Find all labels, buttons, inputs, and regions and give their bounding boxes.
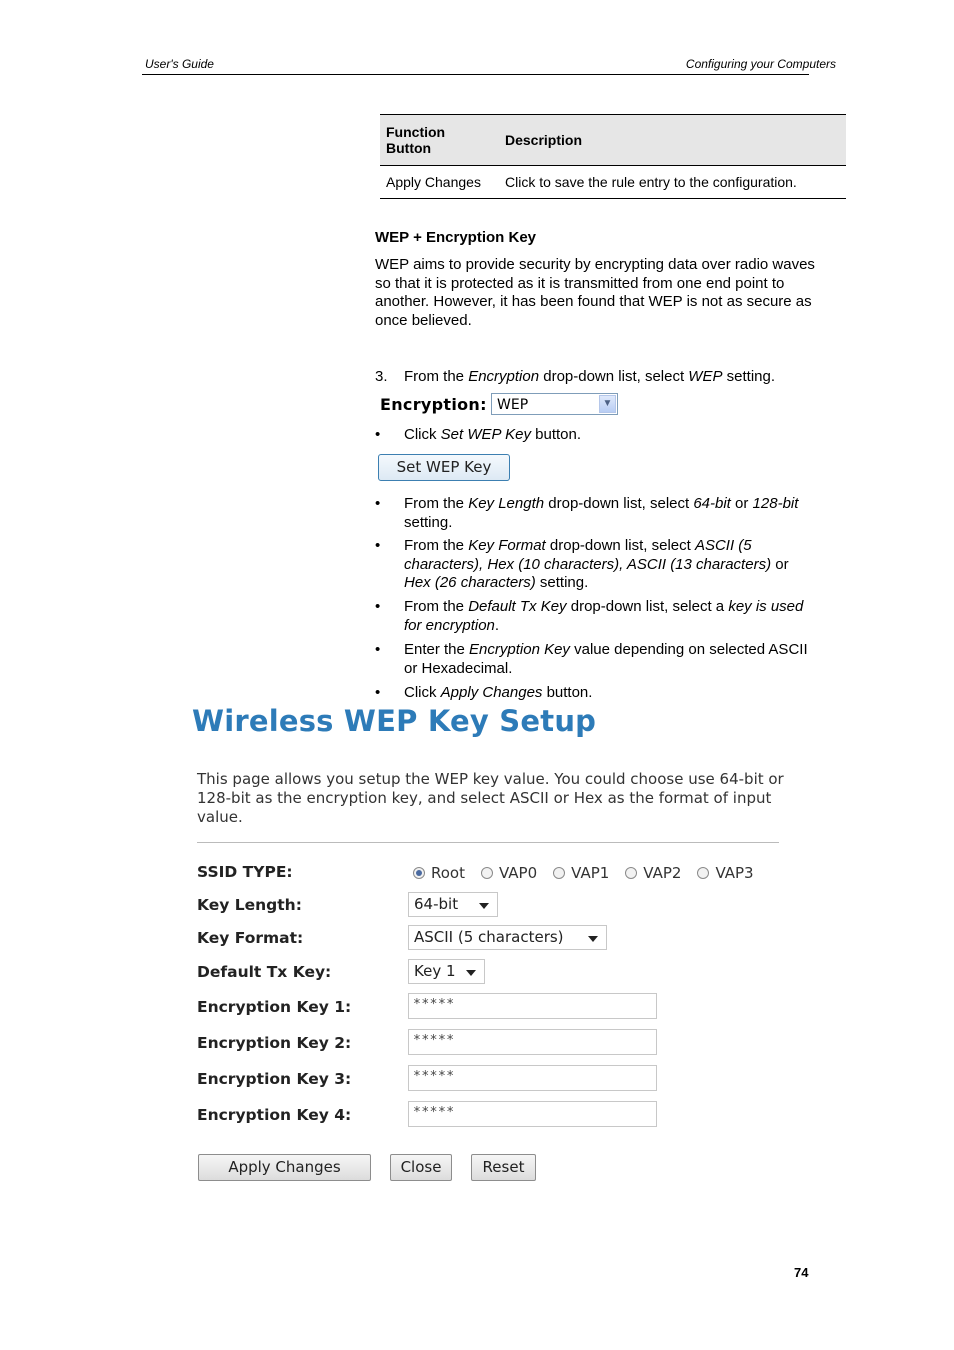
encryption-key-3-input[interactable]: ***** [408, 1065, 657, 1091]
function-table [380, 114, 846, 199]
bullet-text: or [771, 555, 789, 573]
chevron-down-icon[interactable]: ▼ [599, 395, 616, 413]
step-text-a: From the [404, 368, 469, 385]
radio-unselected-icon[interactable] [481, 867, 493, 879]
table-cell-description: Click to save the rule entry to the configuration. [499, 166, 846, 199]
radio-vap2[interactable] [625, 864, 681, 882]
dropdown-arrow-icon[interactable] [588, 936, 598, 942]
encryption-key-3-label: Encryption Key 3: [197, 1070, 352, 1088]
bullet-icon: • [375, 641, 381, 658]
step-text-c: setting. [722, 368, 775, 385]
bullet-text: button. [542, 684, 593, 701]
step-number: 3. [375, 368, 388, 385]
ssid-type-radio-group [413, 864, 770, 882]
bullet-em: Encryption Key [469, 641, 570, 658]
wep-panel-title: Wireless WEP Key Setup [192, 704, 597, 738]
table-cell-function: Apply Changes [380, 166, 499, 199]
bullet-em: ASCII (5 characters), Hex (10 characters), ASCII (13 characters) [404, 537, 772, 573]
bullet-text: . [494, 616, 500, 634]
encryption-key-4-label: Encryption Key 4: [197, 1106, 352, 1124]
reset-button[interactable]: Reset [471, 1154, 536, 1181]
key-length-label: Key Length: [197, 896, 302, 914]
radio-unselected-icon[interactable] [625, 867, 637, 879]
bullet-em: Set WEP Key [440, 426, 531, 443]
bullet-item-set-wep [375, 426, 815, 445]
encryption-key-1-input[interactable]: ***** [408, 993, 657, 1019]
header-right: Configuring your Computers [685, 57, 836, 71]
radio-label: VAP2 [643, 864, 682, 882]
bullet-text: drop-down list, select a [566, 598, 729, 615]
header-rule [142, 74, 809, 75]
bullet-item-apply [375, 684, 815, 703]
step-text-b: drop-down list, select [539, 368, 689, 385]
radio-label: VAP0 [498, 864, 538, 882]
radio-unselected-icon[interactable] [697, 867, 709, 879]
radio-label: VAP3 [715, 864, 754, 882]
bullet-text: From the [404, 495, 469, 512]
bullet-item-key-length [375, 495, 815, 532]
encryption-key-2-label: Encryption Key 2: [197, 1034, 352, 1052]
close-button[interactable]: Close [390, 1154, 452, 1181]
bullet-text: Click [404, 684, 441, 701]
wep-panel-description: This page allows you setup the WEP key value. You could choose use 64-bit or 128-bit as the encryption key, and select ASCII or Hex as the format of input value. [197, 770, 784, 826]
table-header-row [380, 115, 846, 166]
bullet-em: key is used for encryption [404, 598, 804, 634]
step-3 [375, 368, 775, 385]
bullet-text: value depending on selected ASCII or Hexadecimal. [404, 641, 808, 677]
key-format-select[interactable] [408, 925, 607, 950]
apply-changes-button[interactable]: Apply Changes [198, 1154, 371, 1181]
set-wep-key-button[interactable]: Set WEP Key [378, 454, 510, 481]
table-row [380, 166, 846, 199]
encryption-select-value: WEP [497, 397, 529, 413]
radio-vap0[interactable] [481, 864, 537, 882]
bullet-text: Click [404, 426, 441, 443]
bullet-icon: • [375, 537, 381, 554]
radio-selected-icon[interactable] [413, 867, 425, 879]
step-em-b: WEP [688, 368, 723, 385]
encryption-select[interactable] [491, 393, 618, 415]
bullet-item-default-tx-key [375, 598, 815, 635]
bullet-text: drop-down list, select [545, 537, 695, 554]
key-format-label: Key Format: [197, 929, 304, 947]
dropdown-arrow-icon[interactable] [466, 970, 476, 976]
page-number: 74 [794, 1265, 809, 1280]
default-tx-key-value: Key 1 [414, 962, 456, 980]
bullet-text: From the [404, 598, 469, 615]
column-header-description: Description [499, 115, 846, 166]
bullet-text: From the [404, 537, 469, 554]
bullet-text: button. [530, 426, 582, 443]
radio-label: Root [431, 864, 465, 882]
bullet-icon: • [375, 495, 381, 512]
bullet-text: setting. [535, 574, 589, 591]
encryption-key-2-input[interactable]: ***** [408, 1029, 657, 1055]
wep-panel-divider [197, 842, 779, 843]
step-em-a: Encryption [468, 368, 540, 385]
bullet-em: 128-bit [752, 495, 799, 512]
bullet-text: Enter the [404, 641, 470, 658]
encryption-key-4-input[interactable]: ***** [408, 1101, 657, 1127]
header-left: User's Guide [145, 57, 214, 71]
radio-root[interactable] [413, 864, 465, 882]
ssid-type-label: SSID TYPE: [197, 863, 293, 881]
bullet-item-encryption-key [375, 641, 815, 678]
radio-unselected-icon[interactable] [553, 867, 565, 879]
bullet-em: Default Tx Key [468, 598, 567, 615]
encryption-key-1-label: Encryption Key 1: [197, 998, 352, 1016]
dropdown-arrow-icon[interactable] [479, 903, 489, 909]
bullet-em: Key Format [468, 537, 546, 554]
bullet-item-key-format [375, 537, 815, 593]
radio-vap3[interactable] [697, 864, 753, 882]
key-length-value: 64-bit [414, 895, 459, 913]
section-title: WEP + Encryption Key [375, 229, 537, 246]
default-tx-key-label: Default Tx Key: [197, 963, 332, 981]
bullet-em: Hex (26 characters) [404, 574, 536, 591]
section-paragraph: WEP aims to provide security by encrypting data over radio waves so that it is protected as it is transmitted from one end point to another. However, it has been found that WEP is not as secure as once believed. [375, 256, 815, 329]
bullet-text: drop-down list, select [544, 495, 694, 512]
radio-vap1[interactable] [553, 864, 609, 882]
bullet-text: setting. [404, 513, 453, 531]
bullet-text: or [730, 495, 753, 512]
key-length-select[interactable] [408, 892, 498, 917]
bullet-icon: • [375, 684, 381, 701]
encryption-label: Encryption: [380, 395, 487, 414]
radio-label: VAP1 [571, 864, 610, 882]
default-tx-key-select[interactable] [408, 959, 485, 984]
bullet-em: 64-bit [693, 495, 731, 512]
bullet-icon: • [375, 426, 381, 443]
bullet-em: Apply Changes [440, 684, 543, 701]
bullet-em: Key Length [468, 495, 545, 512]
bullet-icon: • [375, 598, 381, 615]
key-format-value: ASCII (5 characters) [414, 928, 564, 946]
column-header-function: Function Button [380, 115, 499, 166]
